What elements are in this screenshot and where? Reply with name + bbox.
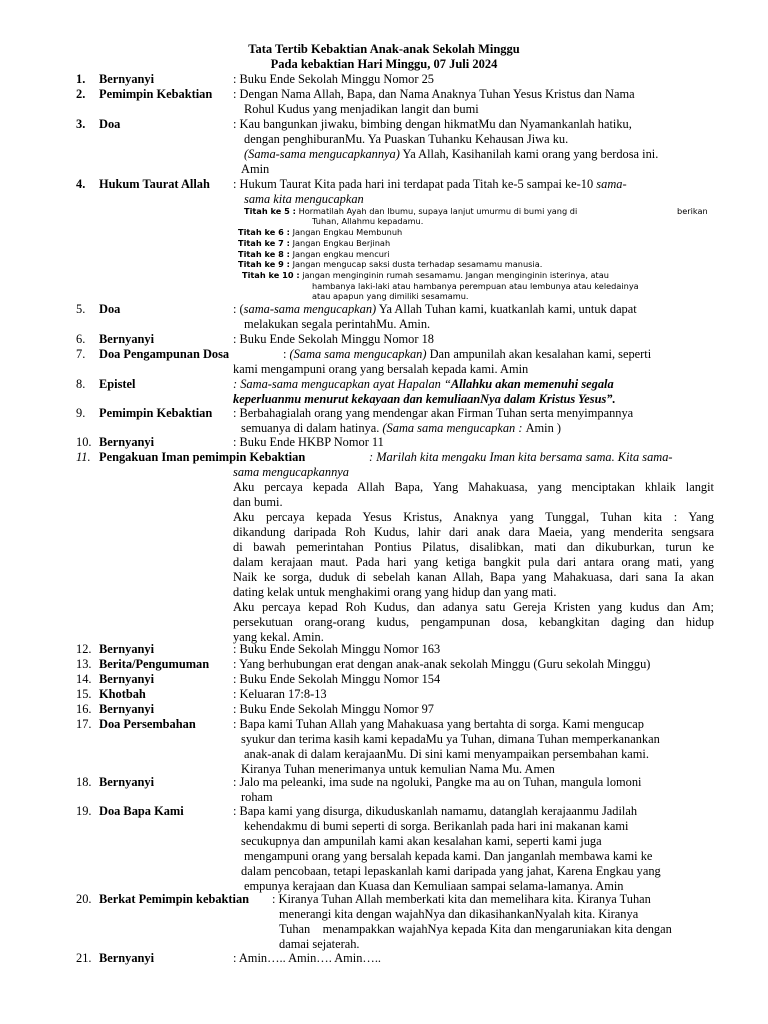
bold-italic-text: Allahku akan memenuhi segala bbox=[450, 377, 614, 391]
item-number: 7. bbox=[76, 347, 86, 361]
item-text-line: sama kita mengucapkan bbox=[244, 192, 364, 206]
item-text-line: : Bapa kami Tuhan Allah yang Mahakuasa yang bertahta di sorga. Kami mengucap bbox=[233, 717, 644, 731]
commandment-6 bbox=[238, 227, 402, 238]
item-number: 20. bbox=[76, 892, 92, 906]
item-text-line: Amin bbox=[241, 162, 270, 176]
item-number: 12. bbox=[76, 642, 92, 656]
plain-text: : ( bbox=[233, 302, 244, 316]
commandment-text: Jangan mengucap saksi dusta terhadap sesamamu manusia. bbox=[289, 259, 543, 269]
item-number: 13. bbox=[76, 657, 92, 671]
item-label: Bernyanyi bbox=[99, 702, 155, 716]
creed-line: dan bumi. bbox=[233, 495, 283, 509]
item-label: Hukum Taurat Allah bbox=[99, 177, 210, 191]
item-text-line: : Bapa kami yang disurga, dikuduskanlah namamu, datanglah kerajaanmu Jadilah bbox=[233, 804, 638, 818]
item-text-line bbox=[233, 377, 614, 392]
item-text-line: : Berbahagialah orang yang mendengar akan Firman Tuhan serta menyimpannya bbox=[233, 406, 634, 420]
italic-text: (Sama sama mengucapkan : bbox=[382, 421, 526, 435]
item-text-line: dalam pencobaan, tetapi lepaskanlah kami daripada yang jahat, Karena Engkau yang bbox=[241, 864, 661, 878]
item-text: : Yang berhubungan erat dengan anak-anak sekolah Minggu (Guru sekolah Minggu) bbox=[233, 657, 651, 671]
item-number: 8. bbox=[76, 377, 86, 391]
commandment-key: Titah ke 7 : bbox=[238, 238, 290, 248]
item-label: Bernyanyi bbox=[99, 332, 155, 346]
item-text: : Buku Ende Sekolah Minggu Nomor 154 bbox=[233, 672, 441, 686]
item-text-line bbox=[241, 421, 561, 436]
commandment-text: jangan menginginin rumah sesamamu. Jangan menginginin isterinya, atau bbox=[299, 270, 609, 280]
creed-line: Aku percaya kepada Yesus Kristus, Anaknya yang Tunggal, Tuhan kita : Yang bbox=[233, 510, 714, 524]
item-text-line: damai sejaterah. bbox=[279, 937, 360, 951]
commandment-key: Titah ke 10 : bbox=[242, 270, 300, 280]
creed-line: di bawah pemerintahan Pontius Pilatus, disalibkan, mati dan dikuburkan, turun ke bbox=[233, 540, 714, 554]
creed-line: persekutuan orang-orang kudus, pengampunan dosa, kebangkitan daging dan hidup bbox=[233, 615, 714, 629]
creed-line: dating kelak untuk menghakimi orang yang hidup dan yang mati. bbox=[233, 585, 557, 599]
item-label: Bernyanyi bbox=[99, 672, 155, 686]
commandment-10 bbox=[242, 270, 609, 281]
item-number: 2. bbox=[76, 87, 86, 101]
commandment-text: Jangan Engkau Berjinah bbox=[289, 238, 391, 248]
commandment-text: Jangan engkau mencuri bbox=[289, 249, 390, 259]
commandment-text: atau apapun yang dimiliki sesamamu. bbox=[312, 291, 469, 301]
item-text-line: secukupnya dan ampunilah kami akan kesalahan kami, seperti kami juga bbox=[241, 834, 602, 848]
item-text-line: anak-anak di dalam kerajaanMu. Di sini kami menyampaikan persembahan kami. bbox=[244, 747, 649, 761]
item-text: : Buku Ende Sekolah Minggu Nomor 18 bbox=[233, 332, 434, 346]
item-number: 16. bbox=[76, 702, 92, 716]
plain-text: Ya Allah Tuhan kami, kuatkanlah kami, untuk dapat bbox=[376, 302, 637, 316]
item-number: 21. bbox=[76, 951, 92, 965]
item-label: Doa Pengampunan Dosa bbox=[99, 347, 230, 361]
item-number: 1. bbox=[76, 72, 86, 86]
commandment-text: Jangan Engkau Membunuh bbox=[289, 227, 403, 237]
item-label: Bernyanyi bbox=[99, 951, 155, 965]
item-number: 14. bbox=[76, 672, 92, 686]
plain-text: Ya Allah, Kasihanilah kami orang yang berdosa ini. bbox=[399, 147, 659, 161]
item-text: : Buku Ende HKBP Nomor 11 bbox=[233, 435, 384, 449]
creed-line: dalam kerajaan maut. Pada hari yang ketiga bangkit pula dari antara orang mati, yang bbox=[233, 555, 714, 569]
item-text-line: melakukan segala perintahMu. Amin. bbox=[244, 317, 431, 331]
item-text-line: Kiranya Tuhan menerimanya untuk kemulian Nama Mu. Amen bbox=[241, 762, 555, 776]
item-text: : Buku Ende Sekolah Minggu Nomor 97 bbox=[233, 702, 434, 716]
item-text-line bbox=[244, 147, 658, 162]
italic-text: (Sama sama mengucapkan) bbox=[289, 347, 427, 361]
plain-text: Amin ) bbox=[525, 421, 562, 435]
creed-line: Aku percaya kepada Allah Bapa, Yang Mahakuasa, yang menciptakan khlaik langit bbox=[233, 480, 714, 494]
item-text-line bbox=[233, 177, 627, 192]
commandment-7 bbox=[238, 238, 390, 249]
item-number: 18. bbox=[76, 775, 92, 789]
item-label: Berkat Pemimpin kebaktian bbox=[99, 892, 250, 906]
item-text-line: : Marilah kita mengaku Iman kita bersama sama. Kita sama- bbox=[369, 450, 673, 464]
item-number: 11. bbox=[76, 450, 91, 464]
italic-text: (Sama-sama mengucapkannya) bbox=[244, 147, 400, 161]
item-text: : Amin….. Amin…. Amin….. bbox=[233, 951, 382, 965]
creed-line: dikandung daripada Roh Kudus, lahir dari anak dara Maeia, yang menderita sengsara bbox=[233, 525, 714, 539]
commandment-key: Titah ke 5 : bbox=[244, 206, 296, 216]
item-text-line: menerangi kita dengan wajahNya dan dikasihankanNyalah kita. Kiranya bbox=[279, 907, 639, 921]
item-text-line: syukur dan terima kasih kami kepadaMu ya Tuhan, dimana Tuhan memperkanankan bbox=[241, 732, 660, 746]
item-label: Epistel bbox=[99, 377, 136, 391]
plain-text: : bbox=[283, 347, 290, 361]
creed-line: Aku percaya kepad Roh Kudus, dan adanya satu Gereja Kristen yang kudus dan Am; bbox=[233, 600, 714, 614]
item-label: Pemimpin Kebaktian bbox=[99, 87, 213, 101]
item-text-line: : Kau bangunkan jiwaku, bimbing dengan hikmatMu dan Nyamankanlah hatiku, bbox=[233, 117, 632, 131]
item-number: 19. bbox=[76, 804, 92, 818]
item-text-line: empunya kerajaan dan Kuasa dan Kemuliaan sampai selama-lamanya. Amin bbox=[244, 879, 624, 893]
item-text-line: roham bbox=[241, 790, 273, 804]
plain-text: semuanya di dalam hatinya. bbox=[241, 421, 383, 435]
item-label: Bernyanyi bbox=[99, 435, 155, 449]
item-number: 9. bbox=[76, 406, 86, 420]
item-text-line: sama mengucapkannya bbox=[233, 465, 349, 479]
item-text-line: Tuhan menampakkan wajahNya kepada Kita dan mengaruniakan kita dengan bbox=[279, 922, 672, 936]
item-text-line: : Jalo ma peleanki, ima sude na ngoluki, Pangke ma au on Tuhan, mangula lomoni bbox=[233, 775, 642, 789]
item-text: : Buku Ende Sekolah Minggu Nomor 163 bbox=[233, 642, 441, 656]
item-text-line: Rohul Kudus yang menjadikan langit dan bumi bbox=[244, 102, 479, 116]
item-number: 3. bbox=[76, 117, 86, 131]
item-text-line: dengan penghiburanMu. Ya Puaskan Tuhanku Kehausan Jiwa ku. bbox=[244, 132, 569, 146]
item-text-line: keperluanmu menurut kekayaan dan kemuliaanNya dalam Kristus Yesus”. bbox=[233, 392, 616, 406]
item-number: 5. bbox=[76, 302, 86, 316]
item-label: Bernyanyi bbox=[99, 72, 155, 86]
plain-text: Dan ampunilah akan kesalahan kami, seperti bbox=[426, 347, 652, 361]
item-text-line: : Dengan Nama Allah, Bapa, dan Nama Anaknya Tuhan Yesus Kristus dan Nama bbox=[233, 87, 635, 101]
item-text: : Keluaran 17:8-13 bbox=[233, 687, 327, 701]
item-number: 17. bbox=[76, 717, 92, 731]
item-number: 15. bbox=[76, 687, 92, 701]
commandment-text: Hormatilah Ayah dan Ibumu, supaya lanjut umurmu di bumi yang di bbox=[295, 206, 578, 216]
plain-text: : Hukum Taurat Kita pada hari ini terdapat pada Titah ke-5 sampai ke-10 bbox=[233, 177, 597, 191]
creed-line: Naik ke sorga, duduk di sebelah kanan Allah, Bapa yang Mahakuasa, dari sana Ia akan bbox=[233, 570, 714, 584]
item-text-line: mengampuni orang yang bersalah kepada kami. Dan janganlah membawa kami ke bbox=[244, 849, 653, 863]
item-text-line: kehendakmu di bumi seperti di sorga. Berikanlah pada hari ini makanan kami bbox=[244, 819, 629, 833]
item-label: Khotbah bbox=[99, 687, 146, 701]
item-text-line: : Kiranya Tuhan Allah memberkati kita dan memelihara kita. Kiranya Tuhan bbox=[272, 892, 651, 906]
document-subtitle: Pada kebaktian Hari Minggu, 07 Juli 2024 bbox=[270, 57, 498, 71]
item-label: Bernyanyi bbox=[99, 775, 155, 789]
item-label: Pengakuan Iman pemimpin Kebaktian bbox=[99, 450, 306, 464]
commandment-text: hambanya laki-laki atau hambanya perempuan atau lembunya atau keledainya bbox=[312, 281, 639, 291]
item-text-line bbox=[233, 302, 637, 317]
item-text-line bbox=[283, 347, 651, 362]
item-text-line: kami mengampuni orang yang bersalah kepada kami. Amin bbox=[233, 362, 529, 376]
item-label: Bernyanyi bbox=[99, 642, 155, 656]
item-label: Doa bbox=[99, 117, 121, 131]
item-label: Berita/Pengumuman bbox=[99, 657, 210, 671]
item-label: Doa Persembahan bbox=[99, 717, 196, 731]
item-label: Doa bbox=[99, 302, 121, 316]
italic-text: sama- bbox=[596, 177, 627, 191]
item-label: Pemimpin Kebaktian bbox=[99, 406, 213, 420]
commandment-key: Titah ke 8 : bbox=[238, 249, 290, 259]
commandment-text: Tuhan, Allahmu kepadamu. bbox=[312, 216, 424, 226]
italic-text: sama-sama mengucapkan) bbox=[243, 302, 377, 316]
italic-text: : Sama-sama mengucapkan ayat Hapalan “ bbox=[233, 377, 451, 391]
commandment-key: Titah ke 6 : bbox=[238, 227, 290, 237]
item-number: 4. bbox=[76, 177, 86, 191]
document-title: Tata Tertib Kebaktian Anak-anak Sekolah Minggu bbox=[248, 42, 520, 56]
item-text: : Buku Ende Sekolah Minggu Nomor 25 bbox=[233, 72, 434, 86]
item-number: 10. bbox=[76, 435, 92, 449]
item-number: 6. bbox=[76, 332, 86, 346]
commandment-9 bbox=[238, 259, 542, 270]
item-label: Doa Bapa Kami bbox=[99, 804, 184, 818]
commandment-key: Titah ke 9 : bbox=[238, 259, 290, 269]
creed-line: yang kekal. Amin. bbox=[233, 630, 324, 644]
commandment-text: berikan bbox=[677, 206, 708, 216]
